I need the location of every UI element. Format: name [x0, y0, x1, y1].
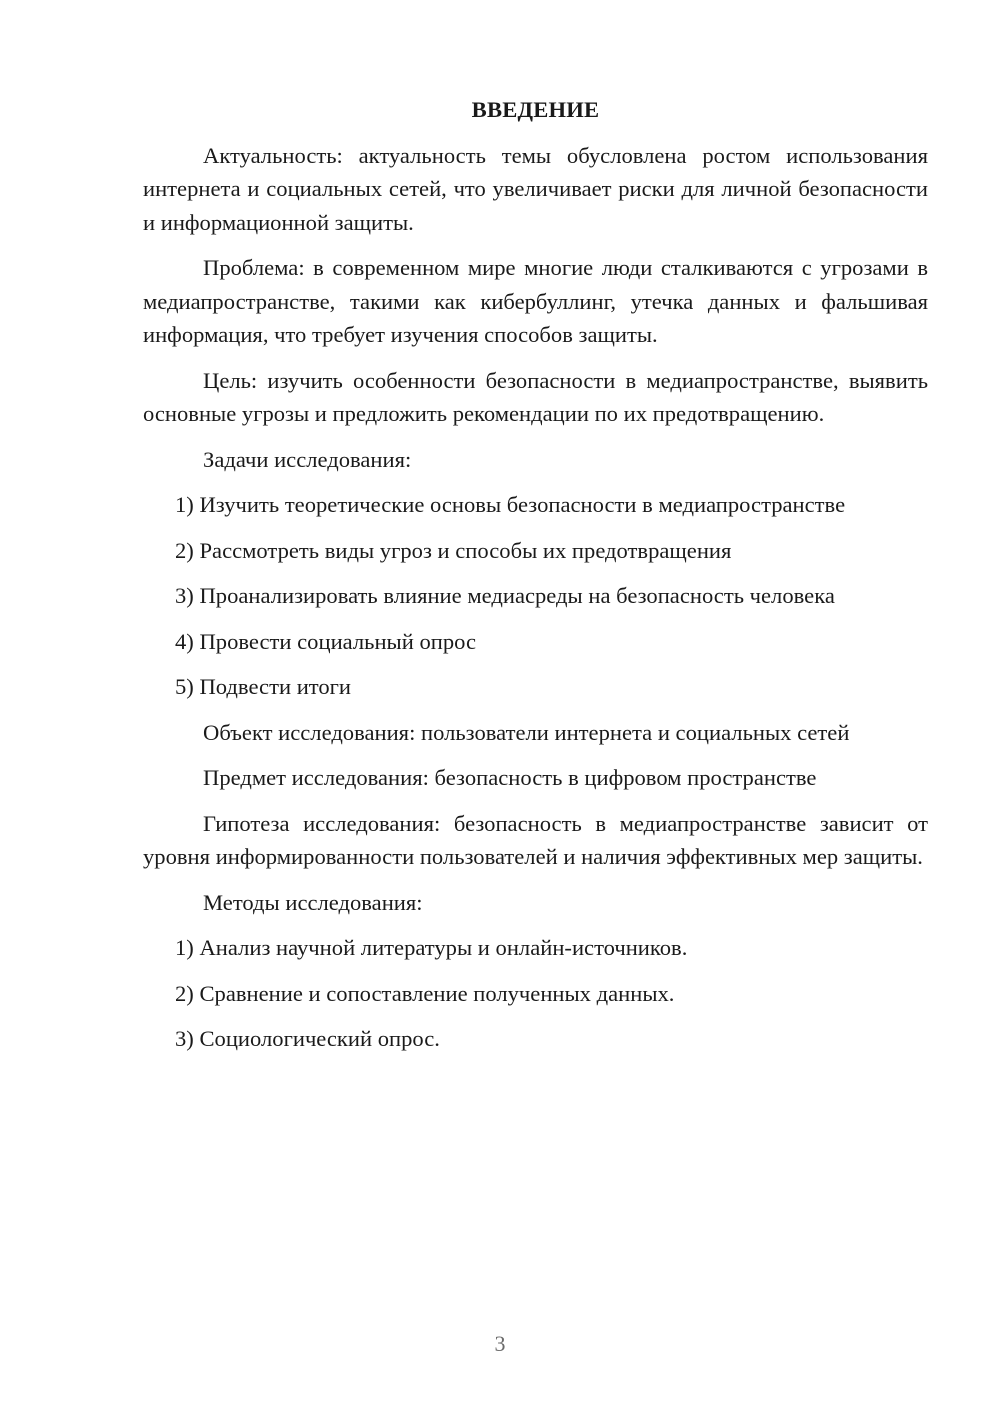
page-content [143, 93, 928, 1068]
section-title: ВВЕДЕНИЕ [471, 97, 600, 122]
object-paragraph: Объект исследования: пользователи интернета и социальных сетей [203, 719, 850, 745]
task-item-2: 2) Рассмотреть виды угроз и способы их предотвращения [175, 537, 732, 563]
methods-heading: Методы исследования: [203, 889, 423, 915]
goal-paragraph: Цель: изучить особенности безопасности в медиапространстве, выявить основные угрозы и предложить рекомендации по их предотвращению. [143, 367, 928, 426]
task-item-4: 4) Провести социальный опрос [175, 628, 477, 654]
tasks-heading: Задачи исследования: [203, 446, 412, 472]
page-number: 3 [494, 1331, 506, 1356]
task-item-1: 1) Изучить теоретические основы безопасности в медиапространстве [175, 492, 846, 517]
task-item-3: 3) Проанализировать влияние медиасреды на безопасность человека [175, 583, 835, 608]
relevance-paragraph: Актуальность: актуальность темы обусловлена ростом использования интернета и социальных сетей, что увеличивает риски для личной безопасности и информационной защиты. [143, 142, 928, 235]
method-item-3: 3) Социологический опрос. [175, 1026, 440, 1051]
problem-paragraph: Проблема: в современном мире многие люди сталкиваются с угрозами в медиапространстве, такими как кибербуллинг, утечка данных и фальшивая информация, что требует изучения способов защиты. [143, 255, 928, 347]
hypothesis-paragraph: Гипотеза исследования: безопасность в медиапространстве зависит от уровня информированности пользователей и наличия эффективных мер защиты. [143, 810, 928, 869]
method-item-1: 1) Анализ научной литературы и онлайн-источников. [175, 935, 688, 960]
method-item-2: 2) Сравнение и сопоставление полученных данных. [175, 980, 675, 1006]
subject-paragraph: Предмет исследования: безопасность в цифровом пространстве [203, 765, 817, 790]
task-item-5: 5) Подвести итоги [175, 674, 352, 699]
